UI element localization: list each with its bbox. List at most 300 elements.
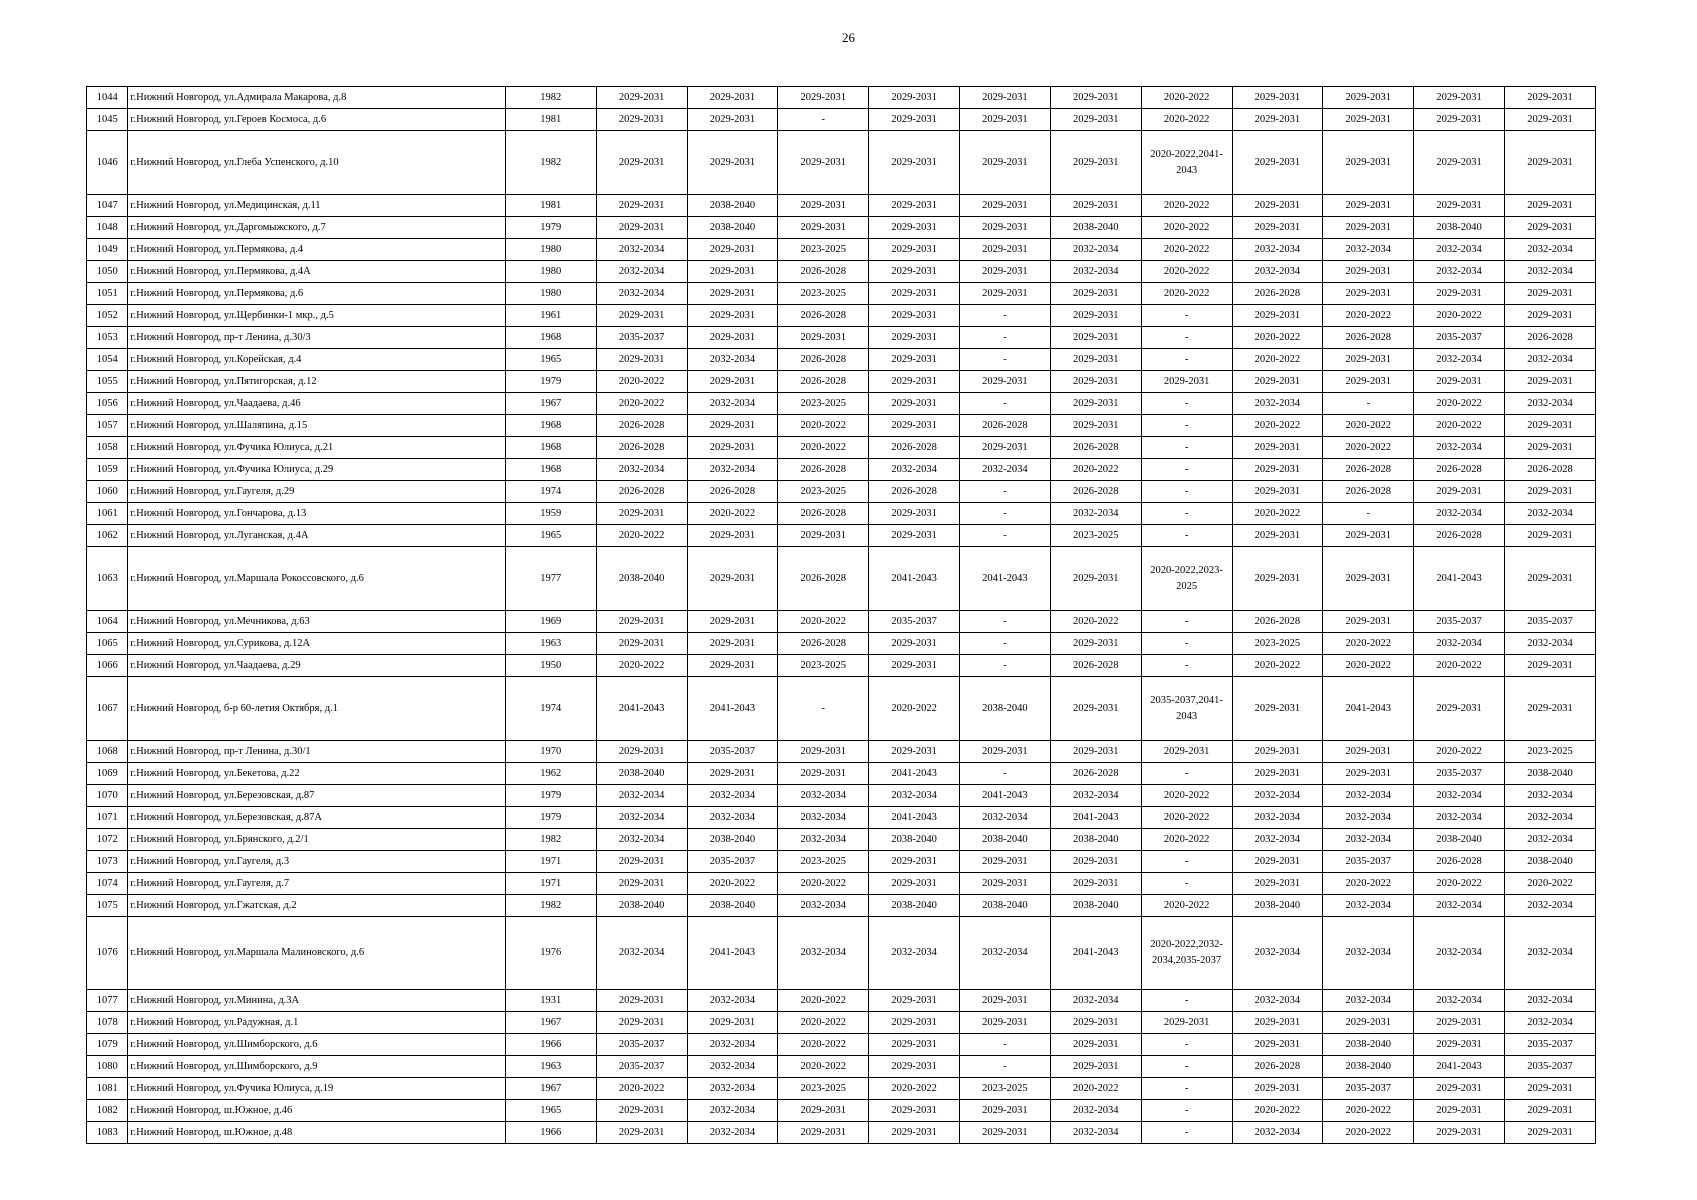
address-cell: г.Нижний Новгород, ул.Гжатская, д.2 (128, 895, 506, 917)
period-cell: 2026-2028 (1232, 611, 1323, 633)
period-cell: 2020-2022 (1414, 393, 1505, 415)
period-cell: 2038-2040 (869, 895, 960, 917)
period-cell: 2029-2031 (1504, 1100, 1595, 1122)
period-cell: 2029-2031 (1414, 677, 1505, 741)
period-cell: 2020-2022 (596, 525, 687, 547)
year-cell: 1981 (505, 195, 596, 217)
table-body (87, 87, 1596, 1144)
period-cell: 2029-2031 (596, 349, 687, 371)
period-cell: 2029-2031 (1050, 741, 1141, 763)
period-cell: 2020-2022 (1141, 829, 1232, 851)
period-cell: 2029-2031 (960, 131, 1051, 195)
period-cell: - (1141, 851, 1232, 873)
period-cell: 2029-2031 (1232, 1078, 1323, 1100)
period-cell: 2032-2034 (1414, 349, 1505, 371)
period-cell: 2029-2031 (687, 305, 778, 327)
period-cell: 2032-2034 (1323, 829, 1414, 851)
table-row (87, 741, 1596, 763)
period-cell: 2041-2043 (1050, 807, 1141, 829)
row-number-cell: 1045 (87, 109, 128, 131)
period-cell: 2026-2028 (1414, 459, 1505, 481)
period-cell: 2035-2037 (1323, 851, 1414, 873)
period-cell: 2029-2031 (687, 371, 778, 393)
period-cell: 2032-2034 (1504, 261, 1595, 283)
period-cell: 2026-2028 (869, 481, 960, 503)
period-cell: 2029-2031 (778, 87, 869, 109)
period-cell: 2038-2040 (687, 195, 778, 217)
period-cell: 2032-2034 (1504, 503, 1595, 525)
period-cell: 2029-2031 (778, 525, 869, 547)
period-cell: - (1141, 633, 1232, 655)
period-cell: 2029-2031 (1232, 131, 1323, 195)
period-cell: 2029-2031 (1414, 481, 1505, 503)
period-cell: 2029-2031 (960, 217, 1051, 239)
address-cell: г.Нижний Новгород, пр-т Ленина, д.30/3 (128, 327, 506, 349)
period-cell: 2038-2040 (687, 217, 778, 239)
period-cell: 2026-2028 (1323, 481, 1414, 503)
period-cell: 2032-2034 (596, 261, 687, 283)
period-cell: - (1141, 611, 1232, 633)
period-cell: 2032-2034 (1504, 807, 1595, 829)
period-cell: 2038-2040 (1323, 1056, 1414, 1078)
period-cell: 2038-2040 (1414, 217, 1505, 239)
period-cell: 2029-2031 (960, 1122, 1051, 1144)
row-number-cell: 1044 (87, 87, 128, 109)
period-cell: 2029-2031 (869, 239, 960, 261)
year-cell: 1963 (505, 1056, 596, 1078)
table-row (87, 1122, 1596, 1144)
period-cell: 2029-2031 (960, 109, 1051, 131)
period-cell: 2020-2022 (1050, 611, 1141, 633)
period-cell: 2032-2034 (1414, 807, 1505, 829)
period-cell: 2032-2034 (1232, 807, 1323, 829)
period-cell: 2029-2031 (687, 87, 778, 109)
period-cell: 2020-2022 (596, 393, 687, 415)
year-cell: 1968 (505, 327, 596, 349)
period-cell: 2029-2031 (1504, 283, 1595, 305)
period-cell: 2041-2043 (869, 763, 960, 785)
period-cell: - (778, 677, 869, 741)
period-cell: 2041-2043 (869, 547, 960, 611)
period-cell: 2023-2025 (778, 851, 869, 873)
year-cell: 1980 (505, 261, 596, 283)
period-cell: - (960, 1056, 1051, 1078)
period-cell: 2032-2034 (1504, 785, 1595, 807)
period-cell: 2029-2031 (1050, 371, 1141, 393)
period-cell: 2032-2034 (1323, 895, 1414, 917)
address-cell: г.Нижний Новгород, ул.Фучика Юлиуса, д.19 (128, 1078, 506, 1100)
period-cell: 2026-2028 (596, 481, 687, 503)
row-number-cell: 1070 (87, 785, 128, 807)
period-cell: 2032-2034 (1504, 1012, 1595, 1034)
period-cell: 2023-2025 (1232, 633, 1323, 655)
period-cell: 2041-2043 (960, 547, 1051, 611)
period-cell: 2029-2031 (778, 763, 869, 785)
address-cell: г.Нижний Новгород, ул.Шимборского, д.6 (128, 1034, 506, 1056)
period-cell: 2029-2031 (869, 305, 960, 327)
period-cell: 2029-2031 (1504, 109, 1595, 131)
period-cell: 2026-2028 (778, 459, 869, 481)
table-row (87, 1012, 1596, 1034)
period-cell: 2029-2031 (869, 1012, 960, 1034)
period-cell: - (1141, 481, 1232, 503)
period-cell: 2029-2031 (687, 261, 778, 283)
period-cell: 2029-2031 (1232, 481, 1323, 503)
table-row (87, 807, 1596, 829)
period-cell: 2020-2022 (1232, 415, 1323, 437)
period-cell: 2032-2034 (1323, 785, 1414, 807)
period-cell: 2032-2034 (596, 829, 687, 851)
year-cell: 1961 (505, 305, 596, 327)
period-cell: 2029-2031 (1323, 349, 1414, 371)
address-cell: г.Нижний Новгород, ул.Героев Космоса, д.6 (128, 109, 506, 131)
period-cell: 2029-2031 (1232, 87, 1323, 109)
row-number-cell: 1079 (87, 1034, 128, 1056)
period-cell: 2029-2031 (778, 217, 869, 239)
period-cell: 2041-2043 (1050, 917, 1141, 990)
period-cell: 2032-2034 (1504, 917, 1595, 990)
period-cell: 2020-2022 (778, 990, 869, 1012)
period-cell: 2032-2034 (1050, 503, 1141, 525)
period-cell: 2023-2025 (960, 1078, 1051, 1100)
row-number-cell: 1054 (87, 349, 128, 371)
period-cell: 2032-2034 (1323, 807, 1414, 829)
period-cell: 2029-2031 (687, 1012, 778, 1034)
address-cell: г.Нижний Новгород, ул.Бекетова, д.22 (128, 763, 506, 785)
period-cell: 2020-2022 (869, 677, 960, 741)
address-cell: г.Нижний Новгород, ш.Южное, д.48 (128, 1122, 506, 1144)
period-cell: 2029-2031 (960, 851, 1051, 873)
row-number-cell: 1050 (87, 261, 128, 283)
table-row (87, 1056, 1596, 1078)
period-cell: 2029-2031 (778, 1122, 869, 1144)
period-cell: 2032-2034 (596, 785, 687, 807)
period-cell: 2023-2025 (1504, 741, 1595, 763)
row-number-cell: 1076 (87, 917, 128, 990)
period-cell: 2029-2031 (687, 547, 778, 611)
row-number-cell: 1083 (87, 1122, 128, 1144)
period-cell: 2032-2034 (687, 1078, 778, 1100)
period-cell: 2029-2031 (869, 990, 960, 1012)
period-cell: 2029-2031 (1414, 1100, 1505, 1122)
period-cell: 2029-2031 (1414, 1078, 1505, 1100)
period-cell: 2029-2031 (778, 131, 869, 195)
period-cell: 2029-2031 (1232, 677, 1323, 741)
period-cell: 2029-2031 (1050, 677, 1141, 741)
period-cell: 2032-2034 (1414, 895, 1505, 917)
period-cell: 2029-2031 (687, 131, 778, 195)
year-cell: 1982 (505, 131, 596, 195)
period-cell: 2029-2031 (596, 109, 687, 131)
page-number: 26 (842, 30, 855, 45)
row-number-cell: 1066 (87, 655, 128, 677)
period-cell: 2029-2031 (869, 393, 960, 415)
address-cell: г.Нижний Новгород, ул.Медицинская, д.11 (128, 195, 506, 217)
period-cell: 2026-2028 (1414, 525, 1505, 547)
address-cell: г.Нижний Новгород, ул.Фучика Юлиуса, д.29 (128, 459, 506, 481)
period-cell: 2041-2043 (687, 917, 778, 990)
table-row (87, 895, 1596, 917)
period-cell: 2026-2028 (778, 547, 869, 611)
period-cell: 2029-2031 (1504, 1078, 1595, 1100)
period-cell: 2020-2022 (687, 503, 778, 525)
period-cell: 2029-2031 (1504, 525, 1595, 547)
year-cell: 1981 (505, 109, 596, 131)
period-cell: 2020-2022 (1141, 785, 1232, 807)
period-cell: 2038-2040 (687, 829, 778, 851)
row-number-cell: 1075 (87, 895, 128, 917)
period-cell: 2038-2040 (596, 547, 687, 611)
period-cell: 2029-2031 (1232, 873, 1323, 895)
year-cell: 1982 (505, 829, 596, 851)
period-cell: 2032-2034 (1504, 239, 1595, 261)
period-cell: 2029-2031 (596, 503, 687, 525)
period-cell: 2038-2040 (960, 895, 1051, 917)
period-cell: 2020-2022 (1414, 873, 1505, 895)
period-cell: - (1141, 1078, 1232, 1100)
period-cell: 2029-2031 (1050, 109, 1141, 131)
period-cell: 2029-2031 (1050, 195, 1141, 217)
period-cell: 2029-2031 (1504, 195, 1595, 217)
period-cell: 2029-2031 (1414, 371, 1505, 393)
period-cell: 2041-2043 (1414, 1056, 1505, 1078)
period-cell: 2032-2034 (596, 239, 687, 261)
year-cell: 1970 (505, 741, 596, 763)
table-row (87, 87, 1596, 109)
address-cell: г.Нижний Новгород, ул.Чаадаева, д.46 (128, 393, 506, 415)
year-cell: 1974 (505, 677, 596, 741)
period-cell: 2029-2031 (1232, 851, 1323, 873)
table-row (87, 371, 1596, 393)
table-row (87, 459, 1596, 481)
address-cell: г.Нижний Новгород, ш.Южное, д.46 (128, 1100, 506, 1122)
address-cell: г.Нижний Новгород, ул.Пермякова, д.4А (128, 261, 506, 283)
period-cell: 2029-2031 (1232, 525, 1323, 547)
table-row (87, 305, 1596, 327)
year-cell: 1979 (505, 785, 596, 807)
period-cell: 2026-2028 (1232, 1056, 1323, 1078)
period-cell: 2029-2031 (960, 1100, 1051, 1122)
period-cell: 2032-2034 (1504, 990, 1595, 1012)
table-row (87, 283, 1596, 305)
period-cell: 2029-2031 (1414, 1122, 1505, 1144)
period-cell: 2035-2037 (1414, 327, 1505, 349)
period-cell: 2029-2031 (1050, 1034, 1141, 1056)
period-cell: 2029-2031 (869, 1034, 960, 1056)
period-cell: 2029-2031 (960, 261, 1051, 283)
period-cell: 2029-2031 (869, 283, 960, 305)
period-cell: 2026-2028 (1414, 851, 1505, 873)
table-row (87, 917, 1596, 990)
period-cell: 2032-2034 (1414, 990, 1505, 1012)
period-cell: 2032-2034 (1232, 261, 1323, 283)
year-cell: 1969 (505, 611, 596, 633)
period-cell: - (960, 327, 1051, 349)
period-cell: 2032-2034 (687, 807, 778, 829)
year-cell: 1965 (505, 349, 596, 371)
period-cell: 2029-2031 (960, 87, 1051, 109)
period-cell: 2020-2022 (596, 1078, 687, 1100)
year-cell: 1979 (505, 217, 596, 239)
period-cell: 2029-2031 (1050, 1056, 1141, 1078)
period-cell: 2026-2028 (778, 349, 869, 371)
table-row (87, 763, 1596, 785)
row-number-cell: 1074 (87, 873, 128, 895)
table-row (87, 677, 1596, 741)
year-cell: 1963 (505, 633, 596, 655)
period-cell: - (1141, 327, 1232, 349)
period-cell: 2020-2022 (1323, 633, 1414, 655)
period-cell: 2020-2022 (1141, 283, 1232, 305)
period-cell: 2029-2031 (687, 239, 778, 261)
period-cell: 2020-2022 (1504, 873, 1595, 895)
period-cell: 2029-2031 (869, 131, 960, 195)
period-cell: 2029-2031 (1504, 87, 1595, 109)
period-cell: 2029-2031 (687, 525, 778, 547)
period-cell: 2029-2031 (596, 873, 687, 895)
period-cell: 2029-2031 (1050, 415, 1141, 437)
period-cell: 2020-2022 (778, 437, 869, 459)
period-cell: 2032-2034 (960, 917, 1051, 990)
period-cell: 2032-2034 (596, 917, 687, 990)
period-cell: 2032-2034 (1050, 990, 1141, 1012)
period-cell: - (960, 349, 1051, 371)
period-cell: - (1141, 349, 1232, 371)
year-cell: 1962 (505, 763, 596, 785)
period-cell: 2029-2031 (1232, 1034, 1323, 1056)
year-cell: 1982 (505, 895, 596, 917)
period-cell: 2020-2022 (1141, 807, 1232, 829)
period-cell: 2029-2031 (1414, 195, 1505, 217)
period-cell: 2020-2022 (1232, 655, 1323, 677)
period-cell: 2026-2028 (960, 415, 1051, 437)
address-cell: г.Нижний Новгород, ул.Гаугеля, д.7 (128, 873, 506, 895)
period-cell: 2020-2022 (687, 873, 778, 895)
period-cell: 2029-2031 (960, 195, 1051, 217)
period-cell: 2029-2031 (596, 851, 687, 873)
period-cell: 2035-2037 (1504, 611, 1595, 633)
row-number-cell: 1081 (87, 1078, 128, 1100)
period-cell: 2026-2028 (869, 437, 960, 459)
period-cell: 2029-2031 (1232, 195, 1323, 217)
table-row (87, 503, 1596, 525)
period-cell: 2032-2034 (687, 1122, 778, 1144)
period-cell: 2029-2031 (1323, 217, 1414, 239)
period-cell: - (1141, 1034, 1232, 1056)
period-cell: 2026-2028 (1050, 655, 1141, 677)
address-cell: г.Нижний Новгород, пр-т Ленина, д.30/1 (128, 741, 506, 763)
period-cell: 2026-2028 (778, 503, 869, 525)
table-row (87, 109, 1596, 131)
period-cell: 2029-2031 (596, 87, 687, 109)
period-cell: 2032-2034 (596, 459, 687, 481)
table-row (87, 1078, 1596, 1100)
period-cell: 2020-2022 (1414, 305, 1505, 327)
period-cell: 2029-2031 (1232, 371, 1323, 393)
period-cell: 2020-2022 (778, 611, 869, 633)
table-row (87, 131, 1596, 195)
row-number-cell: 1049 (87, 239, 128, 261)
period-cell: 2035-2037,2041-2043 (1141, 677, 1232, 741)
period-cell: 2029-2031 (596, 131, 687, 195)
period-cell: 2029-2031 (1050, 873, 1141, 895)
period-cell: 2041-2043 (1414, 547, 1505, 611)
period-cell: 2029-2031 (869, 873, 960, 895)
period-cell: 2032-2034 (778, 917, 869, 990)
period-cell: 2020-2022 (1232, 349, 1323, 371)
period-cell: 2026-2028 (596, 437, 687, 459)
period-cell: 2041-2043 (596, 677, 687, 741)
period-cell: 2020-2022,2032-2034,2035-2037 (1141, 917, 1232, 990)
table-row (87, 655, 1596, 677)
period-cell: 2029-2031 (1323, 763, 1414, 785)
period-cell: 2038-2040 (1050, 895, 1141, 917)
period-cell: 2029-2031 (1232, 437, 1323, 459)
row-number-cell: 1061 (87, 503, 128, 525)
period-cell: 2035-2037 (1504, 1034, 1595, 1056)
row-number-cell: 1059 (87, 459, 128, 481)
period-cell: 2038-2040 (687, 895, 778, 917)
period-cell: 2029-2031 (869, 1056, 960, 1078)
period-cell: 2029-2031 (1050, 547, 1141, 611)
period-cell: 2029-2031 (1323, 261, 1414, 283)
period-cell: - (960, 481, 1051, 503)
period-cell: 2029-2031 (869, 415, 960, 437)
period-cell: 2032-2034 (1323, 990, 1414, 1012)
period-cell: 2029-2031 (1050, 305, 1141, 327)
period-cell: 2029-2031 (596, 1122, 687, 1144)
table-row (87, 239, 1596, 261)
row-number-cell: 1063 (87, 547, 128, 611)
period-cell: 2029-2031 (960, 873, 1051, 895)
period-cell: 2029-2031 (596, 217, 687, 239)
period-cell: 2029-2031 (596, 1012, 687, 1034)
period-cell: 2026-2028 (1050, 481, 1141, 503)
period-cell: 2029-2031 (869, 741, 960, 763)
period-cell: 2032-2034 (1232, 917, 1323, 990)
period-cell: 2035-2037 (687, 851, 778, 873)
period-cell: 2029-2031 (1323, 109, 1414, 131)
period-cell: 2026-2028 (1504, 459, 1595, 481)
period-cell: 2029-2031 (1504, 371, 1595, 393)
row-number-cell: 1069 (87, 763, 128, 785)
address-cell: г.Нижний Новгород, ул.Пятигорская, д.12 (128, 371, 506, 393)
period-cell: 2029-2031 (1504, 547, 1595, 611)
row-number-cell: 1058 (87, 437, 128, 459)
building-repair-schedule-table (86, 86, 1596, 1144)
period-cell: 2029-2031 (1232, 217, 1323, 239)
period-cell: 2032-2034 (1232, 1122, 1323, 1144)
period-cell: 2029-2031 (1050, 131, 1141, 195)
period-cell: 2029-2031 (1323, 611, 1414, 633)
period-cell: 2041-2043 (687, 677, 778, 741)
row-number-cell: 1065 (87, 633, 128, 655)
period-cell: 2029-2031 (687, 283, 778, 305)
period-cell: 2032-2034 (960, 459, 1051, 481)
address-cell: г.Нижний Новгород, ул.Адмирала Макарова, д.8 (128, 87, 506, 109)
period-cell: 2041-2043 (960, 785, 1051, 807)
row-number-cell: 1060 (87, 481, 128, 503)
period-cell: 2032-2034 (1414, 437, 1505, 459)
period-cell: 2029-2031 (596, 611, 687, 633)
address-cell: г.Нижний Новгород, ул.Березовская, д.87 (128, 785, 506, 807)
period-cell: 2029-2031 (1232, 459, 1323, 481)
address-cell: г.Нижний Новгород, ул.Гончарова, д.13 (128, 503, 506, 525)
period-cell: 2029-2031 (1232, 763, 1323, 785)
period-cell: 2020-2022 (1232, 327, 1323, 349)
period-cell: 2032-2034 (687, 785, 778, 807)
period-cell: 2038-2040 (1232, 895, 1323, 917)
